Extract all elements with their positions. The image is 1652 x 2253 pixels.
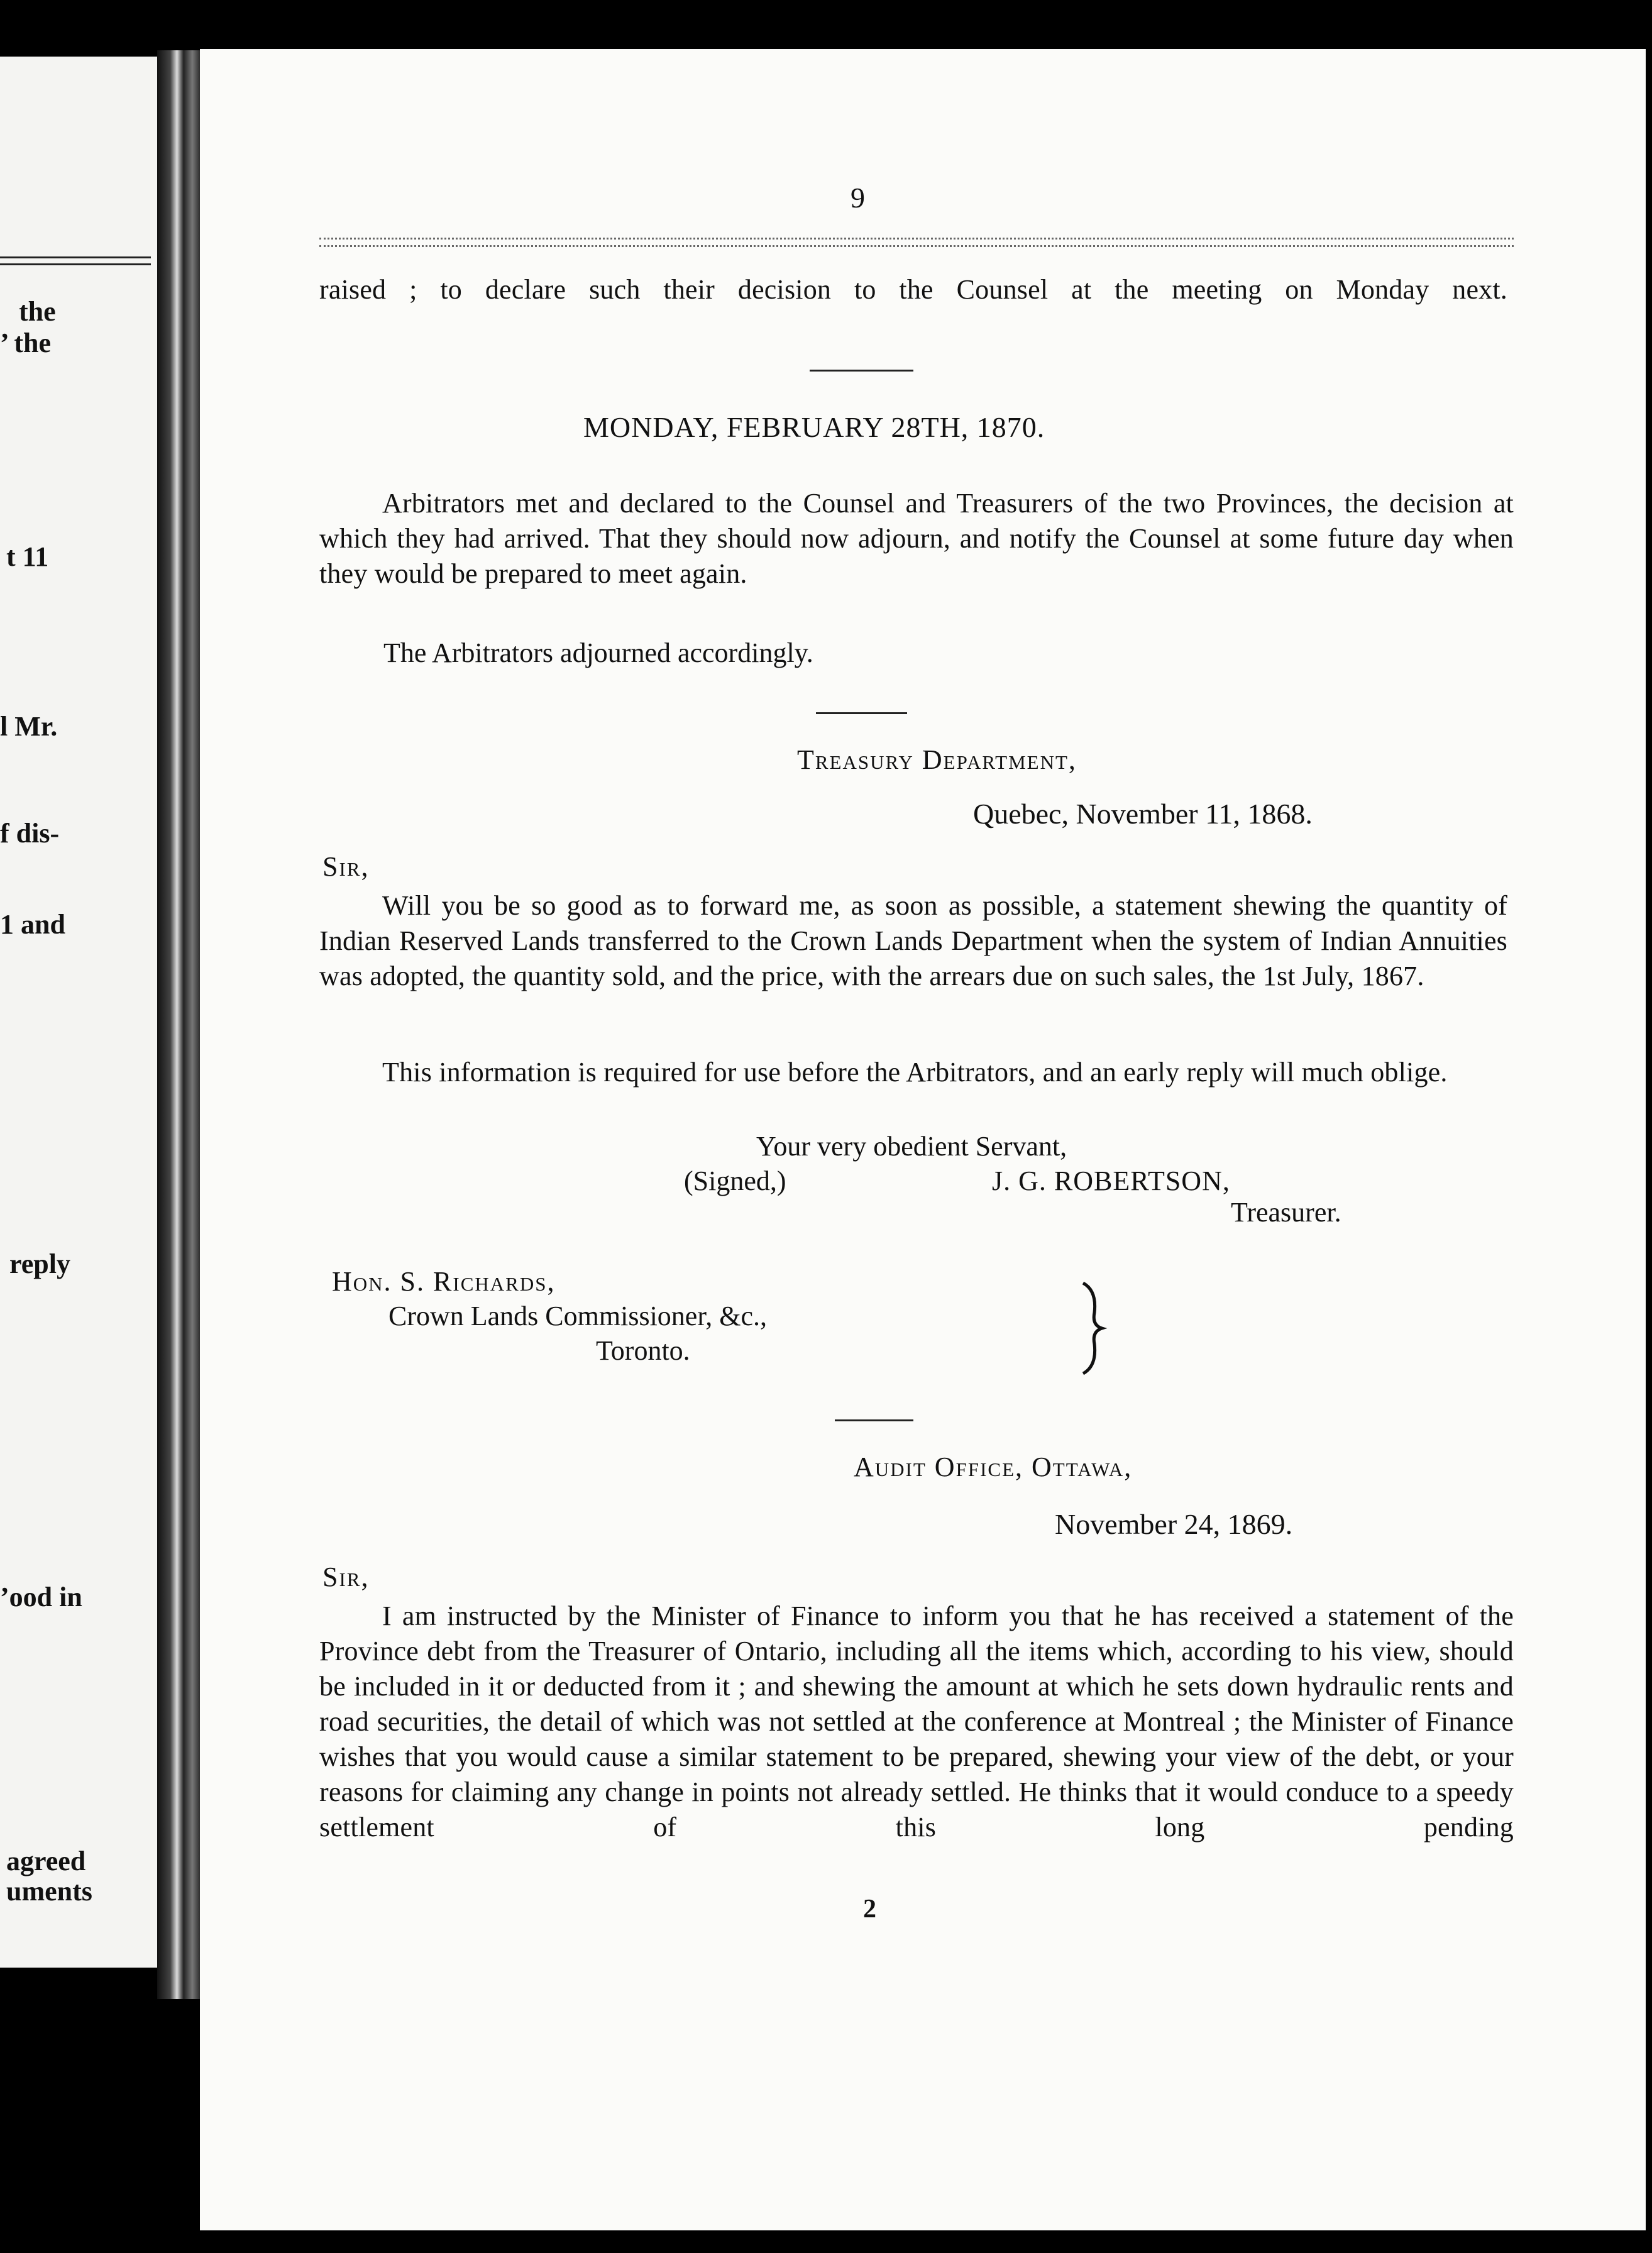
page-number: 9 bbox=[851, 182, 865, 214]
signed-label: (Signed,) bbox=[684, 1165, 786, 1196]
letter-office: Audit Office, Ottawa, bbox=[854, 1452, 1133, 1482]
section-divider bbox=[810, 370, 913, 372]
letter-place-date: Quebec, November 11, 1868. bbox=[973, 798, 1313, 830]
signatory-name: J. G. ROBERTSON, bbox=[992, 1165, 1230, 1196]
left-page-line: reply bbox=[9, 1248, 70, 1279]
left-page-line: the bbox=[19, 296, 56, 327]
addressee-office: Crown Lands Commissioner, &c., bbox=[388, 1301, 767, 1331]
section-divider bbox=[816, 712, 907, 714]
book-binding-gutter bbox=[157, 50, 201, 1999]
letter-department: Treasury Department, bbox=[797, 744, 1077, 775]
left-page-line: l Mr. bbox=[0, 711, 58, 742]
left-page-line: f dis- bbox=[0, 818, 60, 849]
section-divider bbox=[835, 1419, 913, 1421]
signature-mark: 2 bbox=[863, 1895, 876, 1924]
letter-closing: Your very obedient Servant, bbox=[756, 1131, 1067, 1162]
adjourned-line: The Arbitrators adjourned accordingly. bbox=[383, 637, 813, 668]
left-page-rule bbox=[0, 256, 151, 265]
left-page-line: ’ the bbox=[0, 328, 52, 358]
left-page-line: t 11 bbox=[6, 541, 49, 572]
addressee-city: Toronto. bbox=[596, 1335, 690, 1366]
opening-paragraph: raised ; to declare such their decision to the Counsel at the meeting on Monday next. bbox=[319, 274, 1507, 305]
left-page-line: agreed bbox=[6, 1846, 86, 1876]
addressee-brace bbox=[1077, 1278, 1115, 1379]
header-rule bbox=[319, 238, 1514, 240]
meeting-paragraph: Arbitrators met and declared to the Counsel and Treasurers of the two Provinces, the decision at which they had arrived. That they should now adjourn, and notify the Counsel at some future day when they would be prepared to meet again. bbox=[319, 488, 1514, 589]
letter-body: I am instructed by the Minister of Finance to inform you that he has received a statement of the Province debt from the Treasurer of Ontario, including all the items which, according to his view, should be included in it or deducted from it ; and shewing the amount at which he sets down hydraulic rents and road securities, the detail of which was not settled at the conference at Montreal ; the Minister of Finance wishes that you would cause a similar statement to be prepared, shewing your view of the debt, or your reasons for claiming any change in points not already settled. He thinks that it would conduce to a speedy settlement of this long pending bbox=[319, 1600, 1514, 1843]
letter-body: This information is required for use before the Arbitrators, and an early reply will much oblige. bbox=[382, 1057, 1448, 1088]
letter-body: Will you be so good as to forward me, as soon as possible, a statement shewing the quantity of Indian Reserved Lands transferred to the Crown Lands Department when the system of Indian Annuities was adopted, the quantity sold, and the price, with the arrears due on such sales, the 1st July, 1867. bbox=[319, 890, 1507, 991]
letter-salutation: Sir, bbox=[322, 851, 370, 882]
addressee-name: Hon. S. Richards, bbox=[332, 1266, 556, 1297]
letter-salutation: Sir, bbox=[322, 1562, 370, 1592]
left-page-line: ’ood in bbox=[0, 1582, 82, 1612]
previous-page-fragment bbox=[0, 57, 157, 1968]
left-page-line: uments bbox=[6, 1876, 92, 1907]
meeting-heading: MONDAY, FEBRUARY 28TH, 1870. bbox=[583, 411, 1045, 443]
letter-date: November 24, 1869. bbox=[1055, 1508, 1293, 1540]
left-page-line: 1 and bbox=[0, 909, 65, 940]
document-page bbox=[200, 49, 1646, 2230]
header-rule bbox=[319, 245, 1514, 247]
signatory-title: Treasurer. bbox=[1231, 1197, 1341, 1228]
